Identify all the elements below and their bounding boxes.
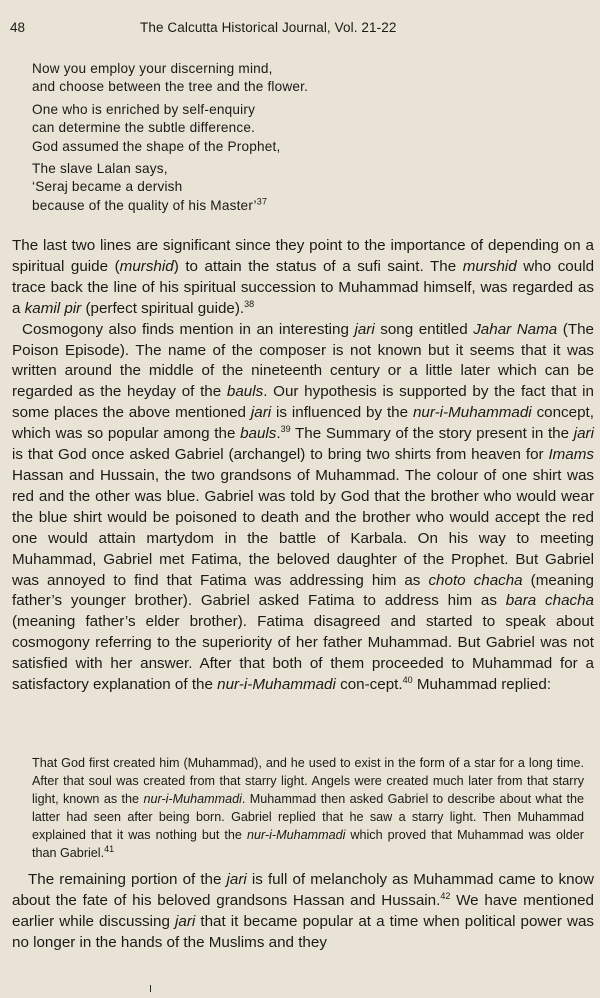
paragraph: The remaining portion of the jari is full of melancholy as Muhammad came to know about the fate of his beloved grandsons Hassan and Hussain.$^{42}$ We have mentioned earlier while discussing jari that it became popular at a time when political power was no longer in the hands of the Muslims and they xyxy=(12,871,594,951)
verse-stanza xyxy=(32,60,572,97)
verse-line: God assumed the shape of the Prophet, xyxy=(32,138,281,154)
body-text xyxy=(12,236,594,696)
paragraph: The last two lines are significant since they point to the importance of depending on a spiritual guide (murshid) to attain the status of a sufi saint. The murshid who could trace back the line of his spiritual succession to Muhammad himself, was regarded as a kamil pir (perfect spiritual guide).$^{38}$ xyxy=(12,237,595,317)
footnote-ref: 41 xyxy=(104,843,115,854)
italic-term: bara chacha xyxy=(505,592,594,610)
verse-stanza xyxy=(32,160,572,215)
italic-term: jari xyxy=(226,871,247,888)
verse-line xyxy=(32,197,572,215)
italic-term: murshid xyxy=(462,257,517,275)
page-number: 48 xyxy=(10,20,26,35)
verse-line: can determine the subtle difference. xyxy=(32,120,256,136)
running-header xyxy=(10,20,590,42)
italic-term: choto chacha xyxy=(428,571,523,589)
body-text-continued xyxy=(12,870,594,954)
journal-title: The Calcutta Historical Journal, Vol. 21-22 xyxy=(140,20,397,35)
italic-term: nur-i-Muhammadi xyxy=(412,404,532,422)
block-quote: That God first created him (Muhammad), and he used to exist in the form of a star for a long time. After that soul was created from that starry light. Angels were created much later from that starry light, known as the nur-i-Muhammadi. Muhammad then asked Gabriel to describe about what the latter had seen after being born. Gabriel replied that he saw a starry light. Then Muhammad explained that it was nothing but the nur-i-Muhammadi which proved that Muhammad was older than Gabriel.$^{41}$ xyxy=(32,756,584,860)
verse-line: The slave Lalan says, xyxy=(32,161,168,177)
italic-term: jari xyxy=(250,404,272,422)
italic-term: Jahar Nama xyxy=(473,320,558,338)
italic-term: nur-i-Muhammadi xyxy=(143,792,242,806)
verse-line: One who is enriched by self-enquiry xyxy=(32,101,256,117)
paragraph: Cosmogony also finds mention in an interesting jari song entitled Jahar Nama (The Poison Episode). The name of the composer is not known but it seems that it was written around the middle of the nineteenth century or a little later which can be regarded as the heyday of the bauls. Our hypothesis is supported by the fact that in some places the above mentioned jari is influenced by the nur-i-Muhammadi concept, which was so popular among the bauls.$^{39}$ The Summary of the story present in the jari is that God once asked Gabriel (archangel) to bring two shirts from heaven for Imams Hassan and Hussain, the two grandsons of Muhammad. The colour of one shirt was red and the other was blue. Gabriel was told by God that the brother who would wear the blue shirt would be poisoned to death and the brother who would accept the red one would attain martydom in the battle of Karbala. On his way to meeting Muhammad, Gabriel met Fatima, the beloved daughter of the Prophet. But Gabriel was annoyed to find that Fatima was addressing him as choto chacha (meaning father’s younger brother). Gabriel asked Fatima to address him as bara chacha (meaning father’s elder brother). Fatima disagreed and started to speak about cosmogony referring to the superiority of her father Muhammad. But Gabriel was not satisfied with her answer. After that both of them proceeded to Muhammad for a satisfactory explanation of the nur-i-Muhammadi con-cept.$^{40}$ Muhammad replied: xyxy=(12,320,594,694)
italic-term: murshid xyxy=(119,257,174,275)
verse-line: ‘Seraj became a dervish xyxy=(32,179,183,195)
italic-term: jari xyxy=(573,425,594,443)
italic-term: jari xyxy=(175,912,196,930)
italic-term: bauls xyxy=(240,425,277,443)
verse-line: and choose between the tree and the flower. xyxy=(32,79,309,95)
footnote-ref: 42 xyxy=(440,890,451,901)
footnote-ref: 38 xyxy=(244,298,255,309)
verse-quotation xyxy=(32,60,572,219)
footnote-ref: 39 xyxy=(280,424,291,435)
verse-stanza xyxy=(32,101,572,156)
ink-mark xyxy=(150,985,151,992)
italic-term: nur-i-Muhammadi xyxy=(246,828,346,842)
footnote-ref: 37 xyxy=(256,196,268,207)
italic-term: Imams xyxy=(548,446,594,464)
italic-term: jari xyxy=(354,320,375,338)
verse-line-text: because of the quality of his Master’ xyxy=(32,197,257,213)
italic-term: kamil pir xyxy=(24,299,82,317)
footnote-ref: 40 xyxy=(402,674,413,685)
italic-term: bauls xyxy=(226,383,264,401)
italic-term: nur-i-Muhammadi xyxy=(217,676,336,694)
verse-line: Now you employ your discerning mind, xyxy=(32,61,273,76)
